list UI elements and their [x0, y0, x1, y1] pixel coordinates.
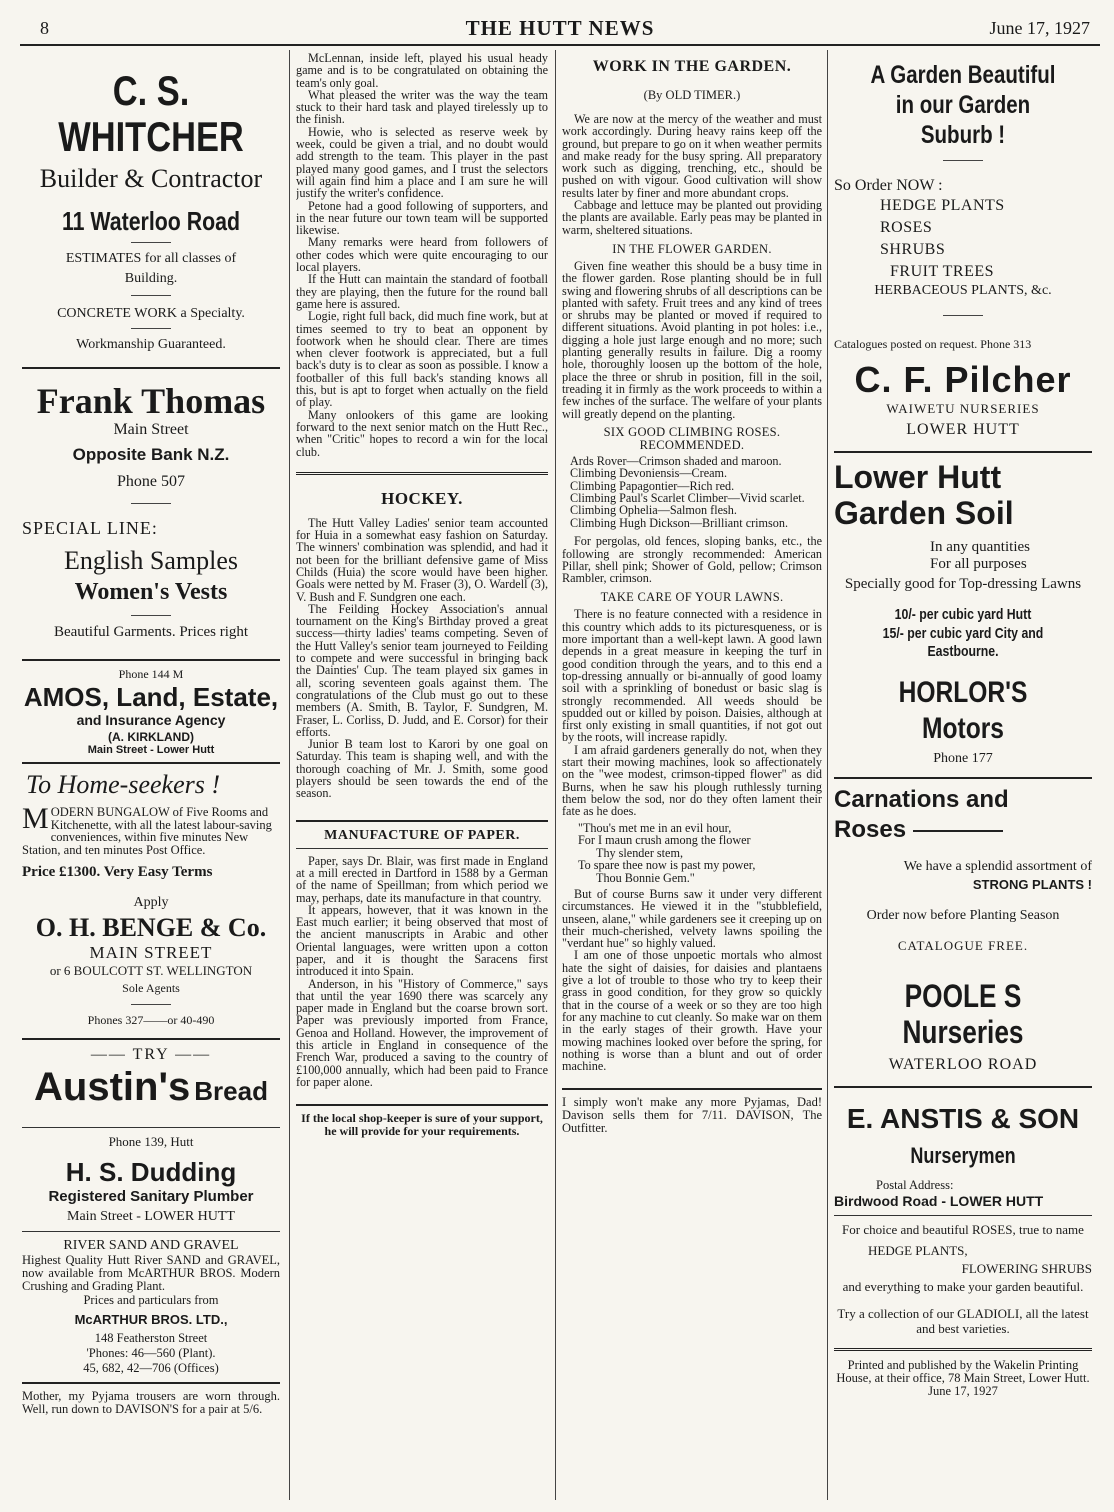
ad-whitcher-name: C. S. WHITCHER [58, 67, 244, 160]
ad-amos-phone: Phone 144 M [118, 667, 184, 681]
flower-garden-subhead: IN THE FLOWER GARDEN. [612, 241, 772, 256]
imprint-date: June 17, 1927 [928, 1384, 998, 1398]
ad-anstis-choice: For choice and beautiful ROSES, true to name [842, 1222, 1084, 1237]
ad-thomas-street: Main Street [113, 421, 189, 438]
ad-amos-kirkland: (A. KIRKLAND) [108, 730, 194, 744]
ad-thomas-vests: Women's Vests [74, 579, 228, 605]
paragraph: Many onlookers of this game are looking forward to the next senior match on the Hutt Rec., when "Critic" hopes to record a win for the local club. [296, 407, 548, 459]
paragraph: What pleased the writer was the way the team stuck to their hard task and played tirelessly up to the finish. [296, 87, 548, 127]
ad-sand-phones-plant: 'Phones: 46—560 (Plant). [86, 1346, 216, 1361]
ad-soil-line1: Lower Hutt [834, 459, 1002, 495]
ad-benge-wellington: or 6 BOULCOTT ST. WELLINGTON [49, 963, 253, 979]
paragraph: Howie, who is selected as reserve week by week, could be given a trial, and no doubt would add strength to the team. This player in the past played many good games, and I trust the selectors will again find him a place and I am sure he will justify the writer's confidence. [296, 124, 548, 201]
ad-horlor [834, 675, 1092, 767]
ad-soil-purposes: For all purposes [930, 556, 1027, 572]
ad-river-sand [22, 1238, 280, 1376]
ad-pilcher-place: LOWER HUTT [906, 421, 1020, 438]
ad-poole-roses-text: Roses [834, 816, 907, 843]
poem-line: For I maun crush among the flower [578, 833, 751, 847]
ad-poole-catalogue: CATALOGUE FREE. [897, 938, 1029, 953]
lawns-text [562, 608, 822, 817]
hockey-title: HOCKEY. [381, 488, 463, 508]
ad-austin-bread [22, 1046, 280, 1150]
paragraph: Paper, says Dr. Blair, was first made in England at a mill erected in Dartford in 1588 by a German of the name of Speillman; from which period we may, perhaps, date its manufacture in that country. [296, 853, 548, 905]
column-sports-news [296, 52, 548, 1502]
ad-sand-prices: Prices and particulars from [83, 1293, 219, 1308]
ad-poole-road: WATERLOO ROAD [888, 1056, 1038, 1073]
paragraph: Anderson, in his "History of Commerce," says that until the year 1690 there was scarcely any paper made in England but the coarse brown sort. Paper was previously imported from France, Genoa and Holland. However, the improvement of this article in England in consequence of the French War, produced a saving to the country of £100,000 annually, which had been paid to France for paper alone. [296, 976, 548, 1089]
list-item: Climbing Ophelia—Salmon flesh. [570, 503, 737, 518]
shopkeeper-notice: If the local shop-keeper is sure of your support, he will provide for your requirements. [301, 1111, 543, 1139]
garden-intro [562, 113, 822, 236]
poem-line: Thy slender stem, [596, 845, 683, 860]
burns-poem [562, 822, 822, 885]
ad-order-now: So Order NOW : [834, 177, 943, 194]
ad-pilcher [834, 60, 1092, 439]
list-item: HEDGE PLANTS [880, 197, 1005, 214]
ad-austin-phone: Phone 139, Hutt [108, 1134, 194, 1150]
ad-anstis-flowering: FLOWERING SHRUBS [961, 1261, 1092, 1276]
ad-homeseekers-headline: To Home-seekers ! [26, 770, 220, 799]
ad-benge-street: MAIN STREET [89, 943, 213, 963]
ad-poole-roses [834, 815, 1092, 845]
list-item: Ards Rover—Crimson shaded and maroon. [570, 453, 782, 468]
ad-sand-heading: RIVER SAND AND GRAVEL [63, 1238, 239, 1254]
ad-whitcher-concrete: CONCRETE WORK a Specialty. [57, 306, 245, 321]
list-item: FRUIT TREES [890, 263, 995, 280]
masthead [20, 14, 1100, 44]
ad-homeseekers-text [22, 802, 280, 857]
paragraph: The Feilding Hockey Association's annual tournament on the King's Birthday proved a great success—thirty ladies' teams competing. Seven of the Hutt Valley's senior team journeyed to Feilding to compete and were successful in bringing back the Dainties' Cup. The team played six games in all, scoring seventeen goals against them. The congratulations of the Club must go out to these members (A. Smith, B. Taylor, F. Sundgren, M. Fraser, L. Corliss, D. Judd, and E. Corsor) for their efforts. [296, 601, 548, 739]
ad-anstis-hedge: HEDGE PLANTS, [868, 1243, 968, 1258]
list-item: Climbing Hugh Dickson—Brilliant crimson. [570, 515, 789, 530]
ad-thomas-garments: Beautiful Garments. Prices right [53, 624, 249, 640]
list-item: Climbing Devoniensis—Cream. [570, 466, 728, 481]
ad-thomas-opposite: Opposite Bank N.Z. [72, 445, 230, 464]
ad-poole-order: Order now before Planting Season [866, 908, 1060, 923]
poem-line: To spare thee now is past my power, [578, 858, 756, 872]
ad-davison-trousers: Mother, my Pyjama trousers are worn through. Well, run down to DAVISON'S for a pair at 5/6. [22, 1389, 280, 1416]
column-divider [827, 50, 828, 1500]
page-number: 8 [40, 18, 49, 38]
paragraph: If the Hutt can maintain the standard of football they are playing, then the future for the round ball game here is assured. [296, 272, 548, 311]
ad-home-seekers [22, 770, 280, 1028]
ad-soil-line2: Garden Soil [834, 495, 1014, 531]
paragraph: Cabbage and lettuce may be planted out providing the plants are available. Early peas may be planted in warm, sheltered situations. [562, 198, 822, 237]
ad-soil-price-hutt: 10/- per cubic yard Hutt [894, 606, 1032, 623]
masthead-rule [20, 44, 1100, 46]
hockey-article [296, 517, 548, 800]
ad-thomas-phone: Phone 507 [117, 473, 185, 490]
column-divider [289, 50, 290, 1500]
ad-anstis-trade: Nurserymen [910, 1143, 1016, 1168]
ad-whitcher-guarantee: Workmanship Guaranteed. [76, 337, 226, 352]
ad-dudding-address: Main Street - LOWER HUTT [67, 1209, 235, 1225]
imprint-text: Printed and published by the Wakelin Printing House, at their office, 78 Main Street, Lower Hutt. [836, 1358, 1090, 1385]
column-advertisements-right [834, 52, 1092, 1502]
column-divider [555, 50, 556, 1500]
ad-horlor-name: HORLOR'S Motors [898, 676, 1028, 745]
ad-sand-address: 148 Featherston Street [94, 1331, 208, 1346]
ad-poole [834, 785, 1092, 1074]
ad-homeseekers-dropcap: M [22, 802, 49, 835]
column-advertisements-left [22, 52, 280, 1502]
poem-line: "Thou's met me in an evil hour, [578, 820, 732, 835]
poem-line: Thou Bonnie Gem." [596, 870, 695, 885]
ad-thomas-name: Frank Thomas [36, 381, 266, 421]
ad-anstis-postal: Postal Address: [876, 1178, 954, 1192]
ad-sand-company: McARTHUR BROS. LTD., [74, 1312, 228, 1328]
paper-article [296, 855, 548, 1089]
paragraph: Many remarks were heard from followers of other codes which were quite encouraging to our local players. [296, 235, 548, 275]
ad-benge-name: O. H. BENGE & Co. [35, 913, 267, 943]
pergolas-text [562, 535, 822, 584]
paragraph: Junior B team lost to Karori by one goal on Saturday. This team is shaping well, and with the thorough coaching of Mr. J. Smith, some good players should be seen towards the end of the season. [296, 737, 548, 801]
ad-austin-name-small: Bread [194, 1076, 268, 1107]
paragraph: For pergolas, old fences, sloping banks, etc., the following are strongly recommended: American Pillar, shell pink; Shower of Gold, pellow; Crimson Rambler, crimson. [562, 534, 822, 586]
ad-whitcher-trade: Builder & Contractor [39, 164, 263, 193]
paragraph: McLennan, inside left, played his usual heady game and is to be congratulated on obtaining the team's only goal. [296, 52, 548, 90]
paragraph: I am one of those unpoetic mortals who almost hate the sight of daisies, for daisies and plantaens give a lot of trouble to those who try to keep their grass in good condition, for they grow so quickly that in the course of a week or so they are too high for any machine to cut cleanly. So make war on them in the early stages of their growth. Have your mowing machines looked over before the spring, for nothing is worse than a blunt and out of order machine. [562, 948, 822, 1074]
ad-amos [22, 667, 280, 756]
ad-homeseekers-apply: Apply [133, 895, 169, 911]
issue-date: June 17, 1927 [989, 18, 1090, 38]
garden-article-title: WORK IN THE GARDEN. [592, 58, 792, 75]
ad-pilcher-name: C. F. Pilcher [854, 359, 1072, 400]
paragraph: Given fine weather this should be a busy time in the flower garden. Rose planting should be in full swing and flowering shrubs of all descriptions can be planted with safety. Fruit trees and any kind of trees or shrubs may be planted or moved if required to different situations. Avoid planting in pot holes: i.e., digging a hole just large enough and no more; such planting generally results in failure. Dig a roomy hole, thoroughly loosen up the bottom of the hole, place the three or shrub in position, fill in the soil, treading it in firmly as the work proceeds to within a few inches of the surface. The welfare of your plants will greatly depend on the planting. [562, 258, 822, 421]
lawns-subhead: TAKE CARE OF YOUR LAWNS. [600, 590, 784, 605]
ad-plant-list [880, 195, 1092, 283]
ad-whitcher [22, 68, 280, 353]
ad-whitcher-address: 11 Waterloo Road [61, 206, 241, 236]
list-item: SHRUBS [880, 241, 946, 258]
divider [913, 830, 1003, 832]
ad-anstis-gladioli: Try a collection of our GLADIOLI, all the latest and best varieties. [837, 1306, 1089, 1336]
paragraph: I am afraid gardeners generally do not, when they start their mowing machines, look so affectionately on the "wee modest, crimson-tipped flower" as did Burns, when he saw his plough ruthlessly turning them below the sod, nor do they often lament their fate as he does. [562, 742, 822, 819]
paper-title: MANUFACTURE OF PAPER. [324, 827, 520, 843]
paragraph: Logie, right full back, did much fine work, but at times seemed to try to beat an opponent by footwork when he should clear. There are times when clever footwork is appreciated, but a full back's duty is to clear as soon as possible. I know a footballer of this full back's standing knows all this, but is apt to forget when actually on the field of play. [296, 309, 548, 410]
ad-davison-pyjamas: I simply won't make any more Pyjamas, Dad! Davison sells them for 7/11. DAVISON, The Outfitter. [562, 1095, 822, 1136]
ad-thomas-samples: English Samples [63, 546, 239, 575]
column-garden-article [562, 52, 822, 1502]
list-item: Climbing Paul's Scarlet Climber—Vivid scarlet. [570, 491, 805, 506]
ad-austin-name [22, 1066, 280, 1117]
ad-benge-phones: Phones 327——or 40-490 [87, 1013, 215, 1028]
list-item: Climbing Papagontier—Rich red. [570, 478, 735, 493]
flower-garden-text [562, 260, 822, 420]
ad-pilcher-nurseries: WAIWETU NURSERIES [886, 401, 1040, 416]
ad-garden-suburb: in our Garden Suburb ! [895, 91, 1031, 149]
list-item: ROSES [880, 219, 933, 236]
ad-anstis-address: Birdwood Road - LOWER HUTT [834, 1193, 1044, 1209]
ad-herbaceous: HERBACEOUS PLANTS, &c. [874, 283, 1052, 298]
ad-garden-beautiful: A Garden Beautiful [870, 61, 1056, 89]
paragraph: It appears, however, that it was known in the East much earlier; it being observed that most of the ancient manuscripts in Arabic and other Oriental languages, were written upon a cotton paper, and it is thought the Saracens first introduced it into Spain. [296, 902, 548, 979]
ad-austin-name-big: Austin's [34, 1065, 191, 1110]
imprint [834, 1359, 1092, 1398]
ad-benge-sole: Sole Agents [122, 981, 180, 996]
ad-anstis-everything: and everything to make your garden beautiful. [842, 1279, 1084, 1294]
ad-sand-phones-offices: 45, 682, 42—706 (Offices) [83, 1361, 219, 1376]
paragraph: The Hutt Valley Ladies' senior team accounted for Huia in a somewhat easy fashion on Saturday. The winners' combination was splendid, and had it not been for the brilliant defensive game of Miss Childs (Huia) the score would have been higher. Goals were netted by M. Fraser (3), O. Wardell (3), V. Bush and F. Sundgren one each. [296, 515, 548, 604]
ad-sand-text: Highest Quality Hutt River SAND and GRAVEL, now available from McARTHUR BROS. Modern Crushing and Grading Plant. [22, 1253, 280, 1294]
ad-garden-soil [834, 459, 1092, 661]
ad-poole-carnations: Carnations and [834, 786, 1009, 813]
ad-soil-good: Specially good for Top-dressing Lawns [844, 576, 1082, 592]
ad-amos-location: Main Street - Lower Hutt [87, 744, 215, 756]
ad-anstis-name: E. ANSTIS & SON [846, 1103, 1080, 1134]
ad-thomas-special: SPECIAL LINE: [22, 518, 158, 538]
climbing-roses-subhead: SIX GOOD CLIMBING ROSES. RECOMMENDED. [603, 424, 781, 452]
paragraph: We are now at the mercy of the weather and must work accordingly. During heavy rains keep off the ground, but prepare to go on it when weather permits and make ready for the busy spring. All preparatory work such as digging, trenching, etc., should be pushed on with vigour. Good cultivation will show results later by finer and more abundant crops. [562, 112, 822, 200]
paragraph: But of course Burns saw it under very different circumstances. He viewed it in the "stubblefield, unseen, alane," while gardeners see it creeping up on their much-cherished, velvety lawns spoiling the "verdant hue" so highly valued. [562, 887, 822, 951]
ad-anstis [834, 1102, 1092, 1336]
ad-dudding-trade: Registered Sanitary Plumber [48, 1188, 254, 1206]
ad-poole-name: POOLE S Nurseries [902, 978, 1024, 1050]
ad-horlor-phone: Phone 177 [933, 751, 993, 766]
ad-dudding-name: H. S. Dudding [65, 1157, 237, 1188]
ad-dudding [22, 1156, 280, 1225]
ad-poole-strong: STRONG PLANTS ! [972, 877, 1092, 892]
newspaper-title: THE HUTT NEWS [465, 16, 655, 40]
football-article [296, 52, 548, 458]
closing-text [562, 888, 822, 1072]
ad-homeseekers-body: ODERN BUNGALOW of Five Rooms and Kitchenette, with all the latest labour-saving conveniences, within five minutes New Station, and ten minutes Post Office. [22, 805, 272, 857]
ad-homeseekers-price: Price £1300. Very Easy Terms [22, 864, 213, 881]
ad-whitcher-estimates: ESTIMATES for all classes of Building. [65, 251, 237, 286]
ad-soil-price-city: 15/- per cubic yard City and Eastbourne. [882, 625, 1044, 660]
garden-article-byline: (By OLD TIMER.) [643, 88, 741, 102]
ad-catalogues: Catalogues posted on request. Phone 313 [834, 337, 1032, 351]
ad-soil-quantities: In any quantities [930, 539, 1030, 555]
ad-austin-try: —— TRY —— [90, 1046, 212, 1064]
ad-poole-assort: We have a splendid assortment of [903, 859, 1092, 874]
paragraph: There is no feature connected with a residence in this country which adds to its picturesqueness, or is more important than a well-kept lawn. A good lawn depends in a great measure in keeping the turf in good condition through the years, and to this end a top-dressing annually or bi-annually of good loamy soil with a sprinkling of bonedust or basic slag is strongly recommended. All weeds should be spudded out or killed by poison. Daisies, although at first only existing in small quantities, if not got out by the roots, will increase rapidly. [562, 607, 822, 745]
ad-amos-name: AMOS, Land, Estate, [23, 682, 279, 712]
climbing-roses-list [562, 455, 822, 529]
paragraph: Petone had a good following of supporters, and in the near future our town team will be supported likewise. [296, 198, 548, 238]
ad-frank-thomas [22, 381, 280, 641]
ad-amos-agency: and Insurance Agency [76, 712, 226, 728]
